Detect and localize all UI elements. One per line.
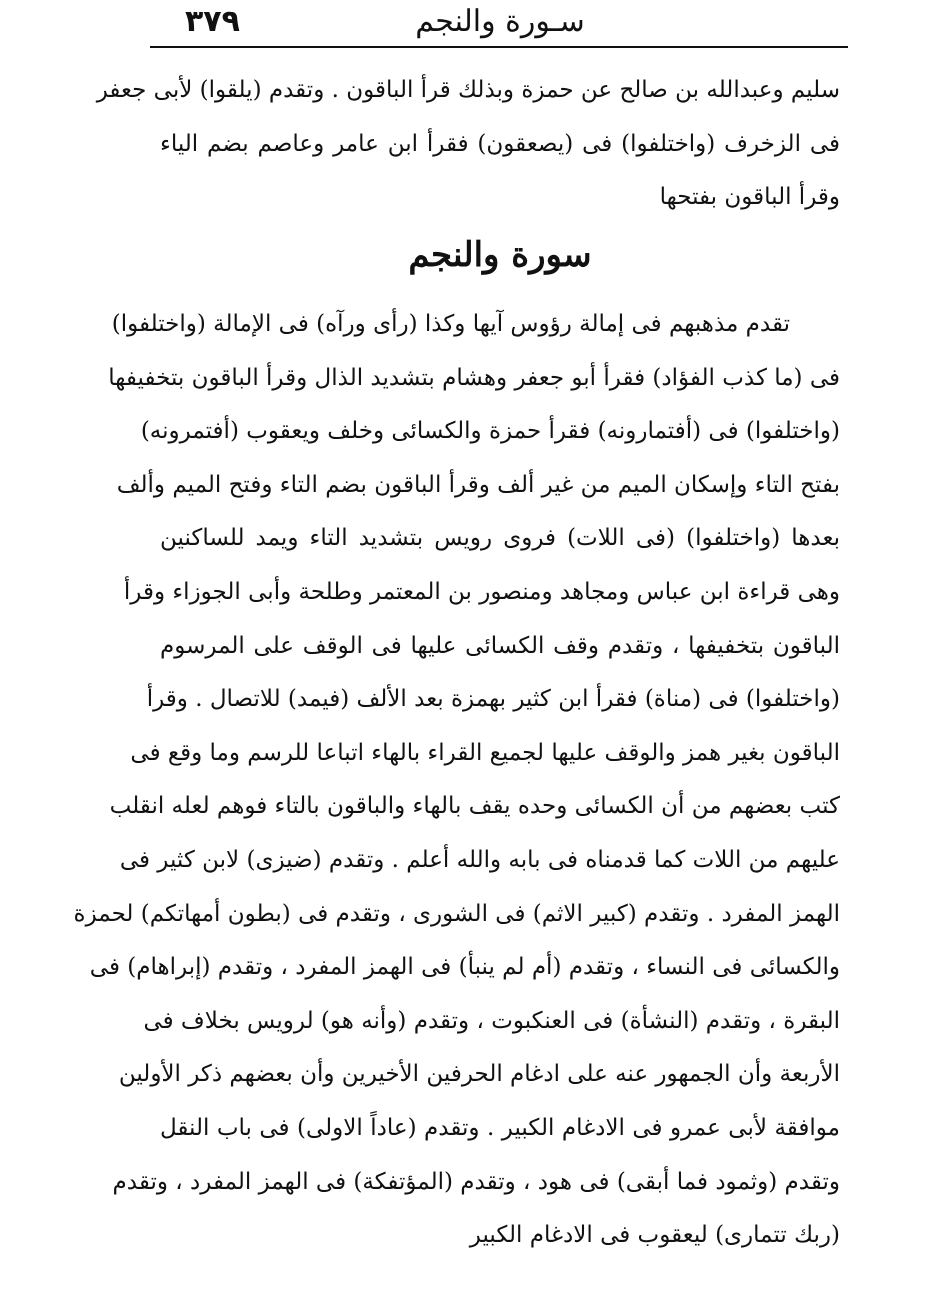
intro-paragraph	[96, 64, 840, 225]
text-line: فى الزخرف (واختلفوا) فى (يصعقون) فقرأ ابن عامر وعاصم بضم الياء	[160, 130, 840, 157]
page-number: ٣٧٩	[185, 4, 240, 39]
text-line: تقدم مذهبهم فى إمالة رؤوس آيها وكذا (رأى ورآه) فى الإمالة (واختلفوا)	[111, 311, 790, 337]
text-line: موافقة لأبى عمرو فى الادغام الكبير . وتقدم (عاداً الاولى) فى باب النقل	[160, 1114, 840, 1141]
text-line: وقرأ الباقون بفتحها	[659, 184, 840, 211]
page-header	[150, 0, 848, 48]
text-line: كتب بعضهم من أن الكسائى وحده يقف بالهاء والباقون بالتاء فوهم لعله انقلب	[109, 793, 840, 820]
text-line: (ربك تتمارى) ليعقوب فى الادغام الكبير	[469, 1222, 840, 1249]
text-line: بعدها (واختلفوا) (فى اللات) فروى رويس بتشديد التاء ويمد للساكنين	[160, 525, 840, 552]
body-paragraph	[73, 298, 840, 1263]
text-line: والكسائى فى النساء ، وتقدم (أم لم ينبأ) فى الهمز المفرد ، وتقدم (إبراهام) فى	[89, 954, 840, 981]
text-line: (واختلفوا) فى (مناة) فقرأ ابن كثير بهمزة بعد الألف (فيمد) للاتصال . وقرأ	[146, 686, 840, 713]
text-line: الهمز المفرد . وتقدم (كبير الاثم) فى الشورى ، وتقدم فى (بطون أمهاتكم) لحمزة	[73, 900, 840, 927]
text-line: البقرة ، وتقدم (النشأة) فى العنكبوت ، وتقدم (وأنه هو) لرويس بخلاف فى	[143, 1007, 840, 1034]
text-line: (واختلفوا) فى (أفتمارونه) فقرأ حمزة والكسائى وخلف ويعقوب (أفتمرونه)	[140, 418, 840, 445]
text-line: عليهم من اللات كما قدمناه فى بابه والله أعلم . وتقدم (ضيزى) لابن كثير فى	[119, 846, 840, 873]
text-line: وتقدم (وثمود فما أبقى) فى هود ، وتقدم (المؤتفكة) فى الهمز المفرد ، وتقدم	[112, 1168, 840, 1195]
text-line: الأربعة وأن الجمهور عنه على ادغام الحرفين الأخيرين وأن بعضهم ذكر الأولين	[118, 1061, 840, 1088]
text-line: بفتح التاء وإسكان الميم من غير ألف وقرأ الباقون بضم التاء وفتح الميم وألف	[116, 471, 840, 498]
header-rule	[150, 46, 848, 48]
text-line: سليم وعبدالله بن صالح عن حمزة وبذلك قرأ الباقون . وتقدم (يلقوا) لأبى جعفر	[96, 77, 840, 103]
text-line: وهى قراءة ابن عباس ومجاهد ومنصور بن المعتمر وطلحة وأبى الجوزاء وقرأ	[123, 578, 840, 605]
text-line: الباقون بتخفيفها ، وتقدم وقف الكسائى عليها فى الوقف على المرسوم	[160, 632, 840, 659]
section-title: سورة والنجم	[408, 235, 592, 275]
text-line: فى (ما كذب الفؤاد) فقرأ أبو جعفر وهشام بتشديد الذال وقرأ الباقون بتخفيفها	[108, 364, 840, 391]
running-title: سـورة والنجم	[415, 4, 585, 39]
text-line: الباقون بغير همز والوقف عليها لجميع القراء بالهاء اتباعا للرسم وما وقع فى	[130, 739, 840, 766]
